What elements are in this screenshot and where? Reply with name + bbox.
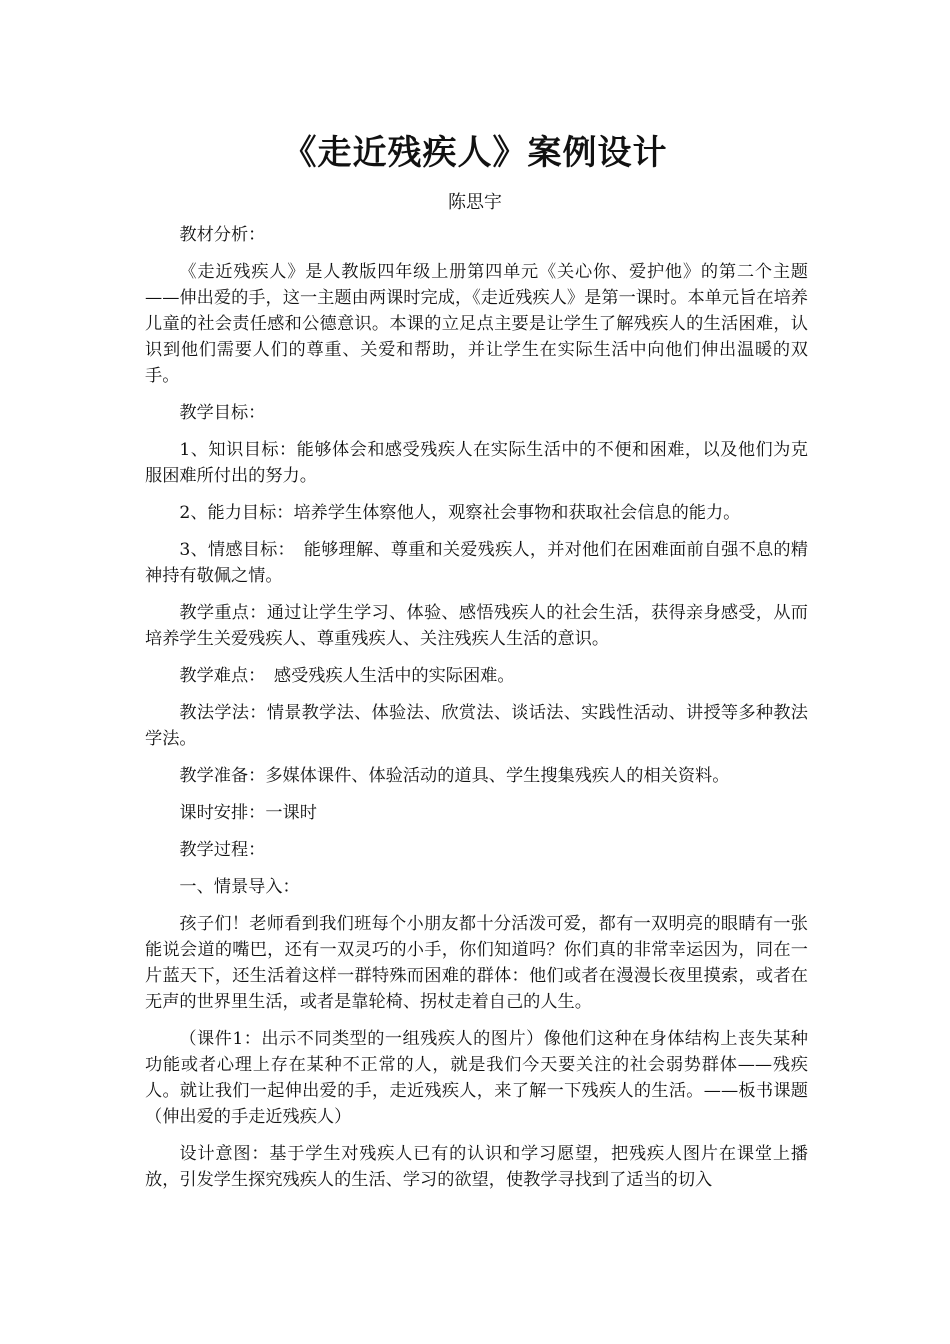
paragraph-textbook-analysis: 《走近残疾人》是人教版四年级上册第四单元《关心你、爱护他》的第二个主题——伸出爱的手，这一主题由两课时完成，《走近残疾人》是第一课时。本单元旨在培养儿童的社会责任感和公德意识。本课的立足点主要是让学生了解残疾人的生活困难，认识到他们需要人们的尊重、关爱和帮助，并让学生在实际生活中向他们伸出温暖的双手。 [145,262,808,386]
paragraph-goal-emotion: 3、情感目标： 能够理解、尊重和关爱残疾人，并对他们在困难面前自强不息的精神持有敬佩之情。 [145,540,808,586]
paragraph-section-intro: 一、情景导入： [179,877,300,897]
paragraph-courseware: （课件1：出示不同类型的一组残疾人的图片）像他们这种在身体结构上丧失某种功能或者心理上存在某种不正常的人，就是我们今天要关注的社会弱势群体——残疾人。就让我们一起伸出爱的手，走近残疾人，来了解一下残疾人的生活。——板书课题（伸出爱的手走近残疾人） [145,1029,808,1127]
paragraph-heading-process: 教学过程： [179,840,266,860]
document-title: 《走近残疾人》案例设计 [282,133,668,173]
paragraph-design-intent: 设计意图：基于学生对残疾人已有的认识和学习愿望，把残疾人图片在课堂上播放，引发学生探究残疾人的生活、学习的欲望，使教学寻找到了适当的切入 [145,1144,808,1190]
paragraph-intro-speech: 孩子们！老师看到我们班每个小朋友都十分活泼可爱，都有一双明亮的眼睛有一张能说会道的嘴巴，还有一双灵巧的小手，你们知道吗？你们真的非常幸运因为，同在一片蓝天下，还生活着这样一群特殊而困难的群体：他们或者在漫漫长夜里摸索，或者在无声的世界里生活，或者是靠轮椅、拐杖走着自己的人生。 [145,914,808,1012]
paragraph-heading-textbook-analysis: 教材分析： [179,225,266,245]
paragraph-key-points: 教学重点：通过让学生学习、体验、感悟残疾人的社会生活，获得亲身感受，从而培养学生关爱残疾人、尊重残疾人、关注残疾人生活的意识。 [145,603,808,649]
document-body [145,222,808,1204]
paragraph-difficulties: 教学难点： 感受残疾人生活中的实际困难。 [179,666,515,686]
paragraph-preparation: 教学准备：多媒体课件、体验活动的道具、学生搜集残疾人的相关资料。 [179,766,730,786]
paragraph-goal-ability: 2、能力目标：培养学生体察他人，观察社会事物和获取社会信息的能力。 [179,503,741,523]
paragraph-methods: 教法学法：情景教学法、体验法、欣赏法、谈话法、实践性活动、讲授等多种教法学法。 [145,703,808,749]
paragraph-heading-goals: 教学目标： [179,403,266,423]
author-name: 陈思宇 [448,192,502,213]
paragraph-schedule: 课时安排：一课时 [179,803,317,823]
paragraph-goal-knowledge: 1、知识目标：能够体会和感受残疾人在实际生活中的不便和困难，以及他们为克服困难所付出的努力。 [145,440,808,486]
